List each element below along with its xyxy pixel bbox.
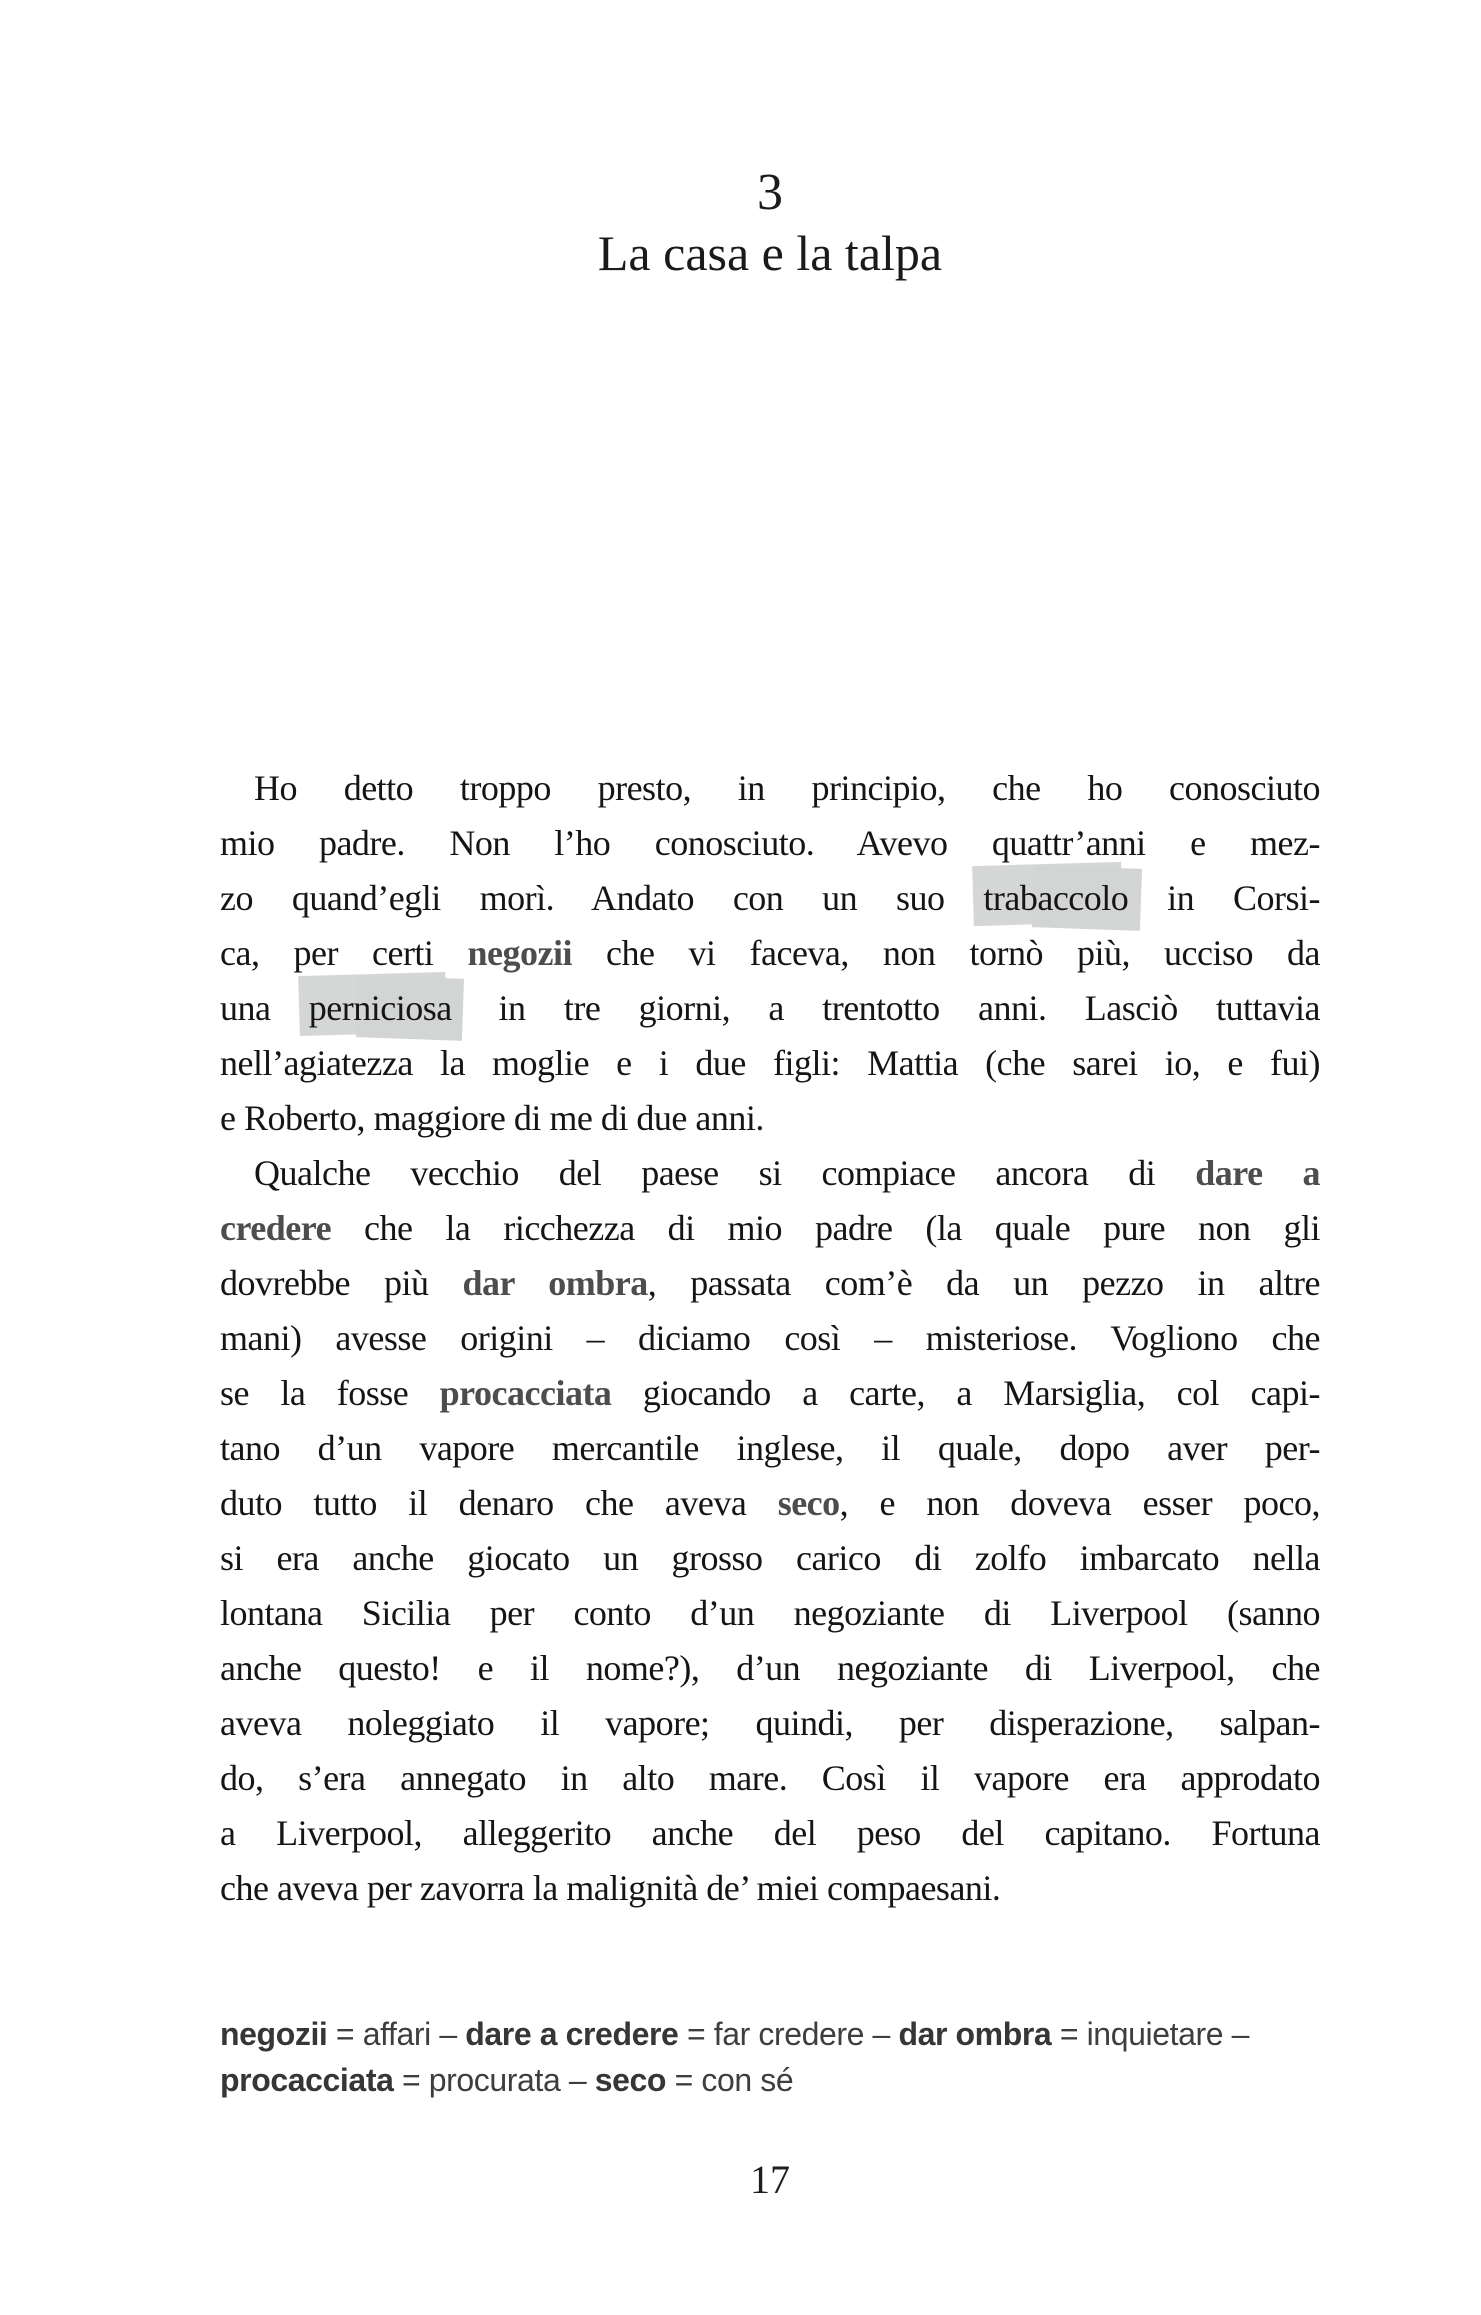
body-line <box>220 1201 1320 1256</box>
glossary-term-dar-ombra: dar ombra <box>898 2016 1052 2052</box>
glossary-term-negozii: negozii <box>220 2016 328 2052</box>
text-segment: Ho detto troppo presto, in principio, che ho conosciuto <box>254 768 1320 808</box>
bold-term-dare-a: dare a <box>1195 1153 1321 1193</box>
chapter-header <box>220 163 1320 283</box>
text-segment: anche questo! e il nome?), d’un negoziante di Liverpool, che <box>220 1648 1320 1688</box>
glossary-definition: = inquietare – <box>1051 2016 1250 2052</box>
text-segment: aveva noleggiato il vapore; quindi, per disperazione, salpan- <box>220 1703 1320 1743</box>
bold-term-procacciata: procacciata <box>439 1373 612 1413</box>
body-line <box>220 1476 1320 1531</box>
glossary-term-dare-a-credere: dare a credere <box>465 2016 679 2052</box>
glossary-definition: = affari – <box>327 2016 466 2052</box>
body-line <box>220 1256 1320 1311</box>
bold-term-negozii: negozii <box>467 933 572 973</box>
body-line <box>220 1751 1320 1806</box>
text-segment: ca, per certi <box>220 933 468 973</box>
glossary-line <box>220 2057 1360 2103</box>
text-segment: e Roberto, maggiore di me di due anni. <box>220 1098 764 1138</box>
bold-term-dar-ombra: dar ombra <box>462 1263 648 1303</box>
text-segment: che la ricchezza di mio padre (la quale pure non gli <box>331 1208 1320 1248</box>
body-line <box>220 1036 1320 1091</box>
body-line <box>220 1421 1320 1476</box>
glossary-definition: = procurata – <box>393 2062 595 2098</box>
text-segment: dovrebbe più <box>220 1263 463 1303</box>
body-text <box>220 761 1320 1916</box>
chapter-title: La casa e la talpa <box>597 225 943 281</box>
text-segment: zo quand’egli morì. Andato con un suo <box>220 878 984 918</box>
highlighted-term-trabaccolo: trabaccolo <box>983 878 1129 918</box>
text-segment: duto tutto il denaro che aveva <box>220 1483 778 1523</box>
text-segment: che aveva per zavorra la malignità de’ miei compaesani. <box>220 1868 1001 1908</box>
text-segment: mani) avesse origini – diciamo così – misteriose. Vogliono che <box>220 1318 1320 1358</box>
text-segment: che vi faceva, non tornò più, ucciso da <box>571 933 1320 973</box>
text-segment: mio padre. Non l’ho conosciuto. Avevo quattr’anni e mez- <box>220 823 1320 863</box>
body-line <box>220 871 1320 926</box>
text-segment: tano d’un vapore mercantile inglese, il quale, dopo aver per- <box>220 1428 1320 1468</box>
body-line <box>220 1366 1320 1421</box>
body-line <box>220 1586 1320 1641</box>
bold-term-credere: credere <box>220 1208 332 1248</box>
chapter-number: 3 <box>757 164 783 221</box>
text-segment: se la fosse <box>220 1373 440 1413</box>
body-line <box>220 1311 1320 1366</box>
body-line <box>220 1861 1320 1916</box>
page-number: 17 <box>750 2157 790 2202</box>
text-segment: , e non doveva esser poco, <box>839 1483 1320 1523</box>
glossary-term-seco: seco <box>594 2062 667 2098</box>
body-line <box>220 1091 1320 1146</box>
text-segment: a Liverpool, alleggerito anche del peso del capitano. Fortuna <box>220 1813 1320 1853</box>
body-line <box>220 1806 1320 1861</box>
body-line <box>220 1531 1320 1586</box>
text-segment: nell’agiatezza la moglie e i due figli: Mattia (che sarei io, e fui) <box>220 1043 1320 1083</box>
text-segment: do, s’era annegato in alto mare. Così il vapore era approdato <box>220 1758 1320 1798</box>
body-line <box>220 761 1320 816</box>
glossary-term-procacciata: procacciata <box>220 2062 394 2098</box>
text-segment: in Corsi- <box>1128 878 1320 918</box>
body-line <box>220 1641 1320 1696</box>
text-segment: una <box>220 988 309 1028</box>
glossary-definition: = far credere – <box>678 2016 899 2052</box>
bold-term-seco: seco <box>777 1483 840 1523</box>
text-segment: si era anche giocato un grosso carico di zolfo imbarcato nella <box>220 1538 1320 1578</box>
body-line <box>220 981 1320 1036</box>
body-line <box>220 816 1320 871</box>
paragraph-2 <box>220 1146 1320 1916</box>
text-segment: lontana Sicilia per conto d’un negoziante di Liverpool (sanno <box>220 1593 1320 1633</box>
body-line <box>220 1146 1320 1201</box>
text-segment: Qualche vecchio del paese si compiace ancora di <box>254 1153 1196 1193</box>
glossary-line <box>220 2011 1360 2057</box>
highlighted-term-perniciosa: perniciosa <box>308 988 452 1028</box>
text-segment: , in tre giorni, a trentotto anni. Lasciò tuttavia <box>451 988 1320 1028</box>
text-segment: , passata com’è da un pezzo in altre <box>647 1263 1320 1303</box>
glossary-definition: = con sé <box>666 2062 794 2098</box>
paragraph-1 <box>220 761 1320 1146</box>
glossary-footnote <box>220 2011 1360 2103</box>
body-line <box>220 1696 1320 1751</box>
text-segment: giocando a carte, a Marsiglia, col capi- <box>611 1373 1320 1413</box>
